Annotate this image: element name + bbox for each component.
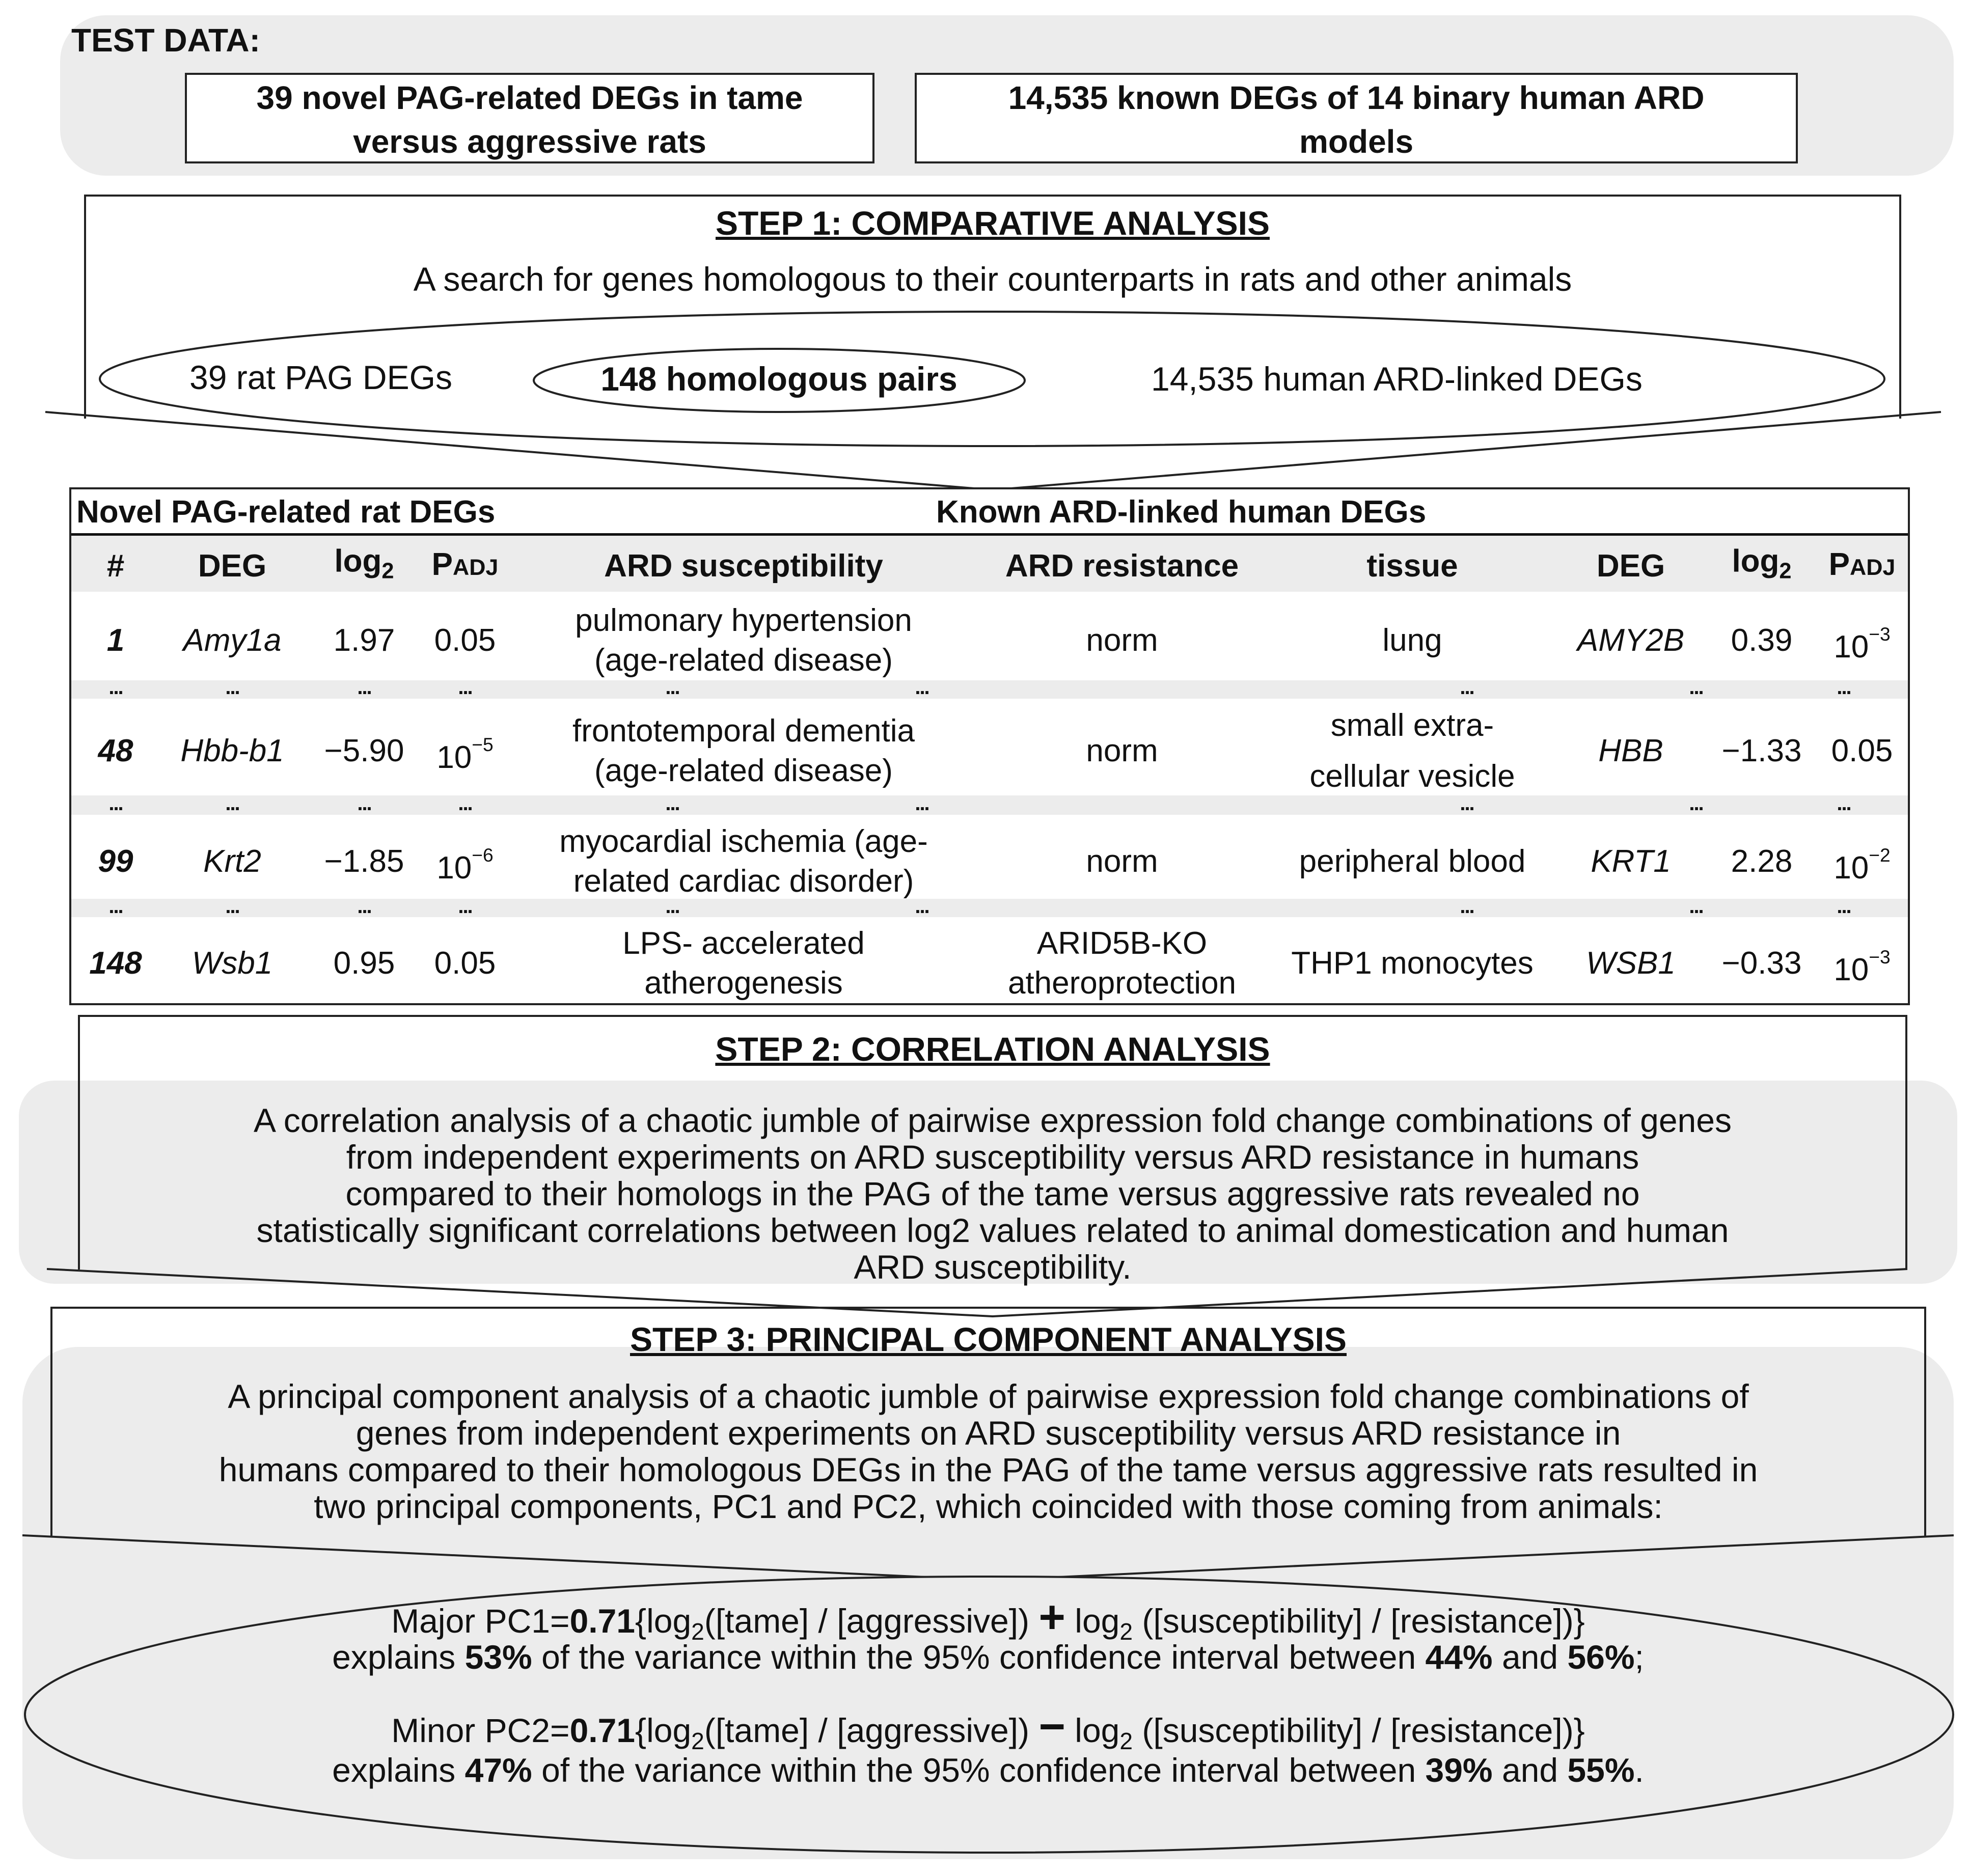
- ellipsis: ...: [357, 895, 371, 918]
- text-segment: and: [1492, 1638, 1568, 1676]
- ellipsis: ...: [1837, 676, 1851, 699]
- row-number: 99: [98, 844, 133, 879]
- rat-log2: −5.90: [324, 733, 404, 768]
- header-human-log2-text: log: [1732, 543, 1780, 579]
- text-segment: ([tame] / [aggressive]): [704, 1602, 1039, 1640]
- human-log2: 0.39: [1731, 623, 1793, 658]
- rat-log2: 1.97: [333, 623, 395, 658]
- step2-line: from independent experiments on ARD susceptibility versus ARD resistance in humans: [346, 1138, 1639, 1176]
- ellipsis: ...: [1689, 792, 1703, 815]
- rat-deg: Hbb-b1: [180, 733, 284, 768]
- ard-resistance: [1008, 924, 1236, 1003]
- header-human-padj: [1829, 545, 1896, 588]
- step2-line: ARD susceptibility.: [854, 1248, 1132, 1286]
- bold-value: 56%: [1567, 1638, 1635, 1676]
- ard-resistance-line: atheroprotection: [1007, 965, 1237, 1001]
- rat-padj-value: 0.05: [434, 946, 496, 981]
- tissue-line: cellular vesicle: [1309, 759, 1515, 794]
- human-padj-value: 10: [1834, 629, 1869, 665]
- header-human-padj-sub: ADJ: [1850, 555, 1896, 580]
- ellipsis-band-1: [71, 676, 1908, 699]
- rat-deg: Krt2: [203, 844, 261, 879]
- ellipsis: ...: [1460, 676, 1474, 699]
- ellipsis: ...: [108, 676, 123, 699]
- bold-value: 44%: [1425, 1638, 1493, 1676]
- human-padj: [1834, 835, 1890, 888]
- header-ard-susceptibility: [604, 546, 883, 586]
- operator-symbol: −: [1038, 1701, 1065, 1752]
- step1-rat-degs: 39 rat PAG DEGs: [189, 358, 452, 396]
- rat-padj: [436, 725, 493, 778]
- step3-text: [50, 1378, 1926, 1525]
- text-segment: ;: [1634, 1638, 1644, 1676]
- human-log2: −0.33: [1721, 946, 1802, 981]
- text-segment: {log: [635, 1602, 692, 1640]
- tissue: [1382, 621, 1442, 660]
- human-padj-value: 0.05: [1831, 733, 1893, 768]
- header-human-padj-text: P: [1828, 547, 1850, 582]
- step2-line: statistically significant correlations between log2 values related to animal domestication and human: [256, 1211, 1729, 1249]
- header-ard-resistance: [1005, 546, 1239, 586]
- ellipsis-band-3: [71, 895, 1908, 918]
- subscript: 2: [1119, 1618, 1133, 1645]
- header-log2-text: log: [334, 543, 382, 579]
- header-num-text: #: [106, 548, 125, 584]
- ellipsis: ...: [1689, 895, 1703, 918]
- header-deg-text: DEG: [198, 548, 267, 584]
- ellipsis: ...: [108, 792, 123, 815]
- rat-deg: Wsb1: [191, 946, 273, 981]
- tissue: [1291, 944, 1534, 983]
- step2-text: [78, 1102, 1907, 1285]
- step3-funnel-arrow: [0, 1502, 1970, 1869]
- row-number: 48: [98, 733, 133, 768]
- text-segment: Minor PC2=: [391, 1712, 570, 1749]
- bold-value: 0.71: [569, 1602, 636, 1640]
- header-padj-sub: ADJ: [453, 555, 499, 580]
- bold-value: 53%: [464, 1638, 532, 1676]
- rat-degs-line-2: versus aggressive rats: [353, 123, 706, 160]
- ard-resistance-line: norm: [1086, 844, 1158, 879]
- step2-line: A correlation analysis of a chaotic jumble of pairwise expression fold change combinations of genes: [254, 1101, 1732, 1139]
- subscript: 2: [1119, 1728, 1133, 1755]
- human-padj-exponent: −2: [1869, 844, 1891, 866]
- ellipsis: ...: [225, 792, 239, 815]
- ard-susceptibility-line: LPS- accelerated: [622, 926, 865, 961]
- bold-value: 55%: [1567, 1751, 1635, 1789]
- human-deg: KRT1: [1591, 844, 1671, 879]
- ellipsis: ...: [915, 895, 929, 918]
- group-rat: Novel PAG-related rat DEGs: [76, 494, 496, 530]
- bold-value: 0.71: [569, 1712, 636, 1749]
- tissue-line: lung: [1382, 623, 1442, 658]
- bold-value: 47%: [464, 1751, 532, 1789]
- ard-susceptibility-line: related cardiac disorder): [573, 864, 914, 899]
- rat-padj-value: 10: [436, 740, 472, 776]
- ellipsis: ...: [458, 792, 472, 815]
- header-padj: [432, 545, 499, 588]
- ellipsis: ...: [1837, 895, 1851, 918]
- text-segment: ([susceptibility] / [resistance])}: [1133, 1712, 1585, 1749]
- ard-resistance-line: ARID5B-KO: [1036, 926, 1208, 961]
- text-segment: ([susceptibility] / [resistance])}: [1133, 1602, 1585, 1640]
- text-segment: of the variance within the 95% confidence interval between: [532, 1751, 1426, 1789]
- ellipsis: ...: [665, 676, 679, 699]
- human-log2: −1.33: [1721, 733, 1802, 768]
- header-human-deg-text: DEG: [1596, 548, 1665, 584]
- step2-line: compared to their homologs in the PAG of the tame versus aggressive rats revealed no: [345, 1175, 1640, 1212]
- ard-resistance: [1086, 842, 1158, 881]
- human-padj-value: 10: [1834, 850, 1869, 886]
- ellipsis: ...: [458, 676, 472, 699]
- header-human-log2: [1732, 541, 1791, 591]
- human-padj-exponent: −3: [1869, 623, 1891, 645]
- ard-susceptibility: [575, 601, 912, 680]
- pc-line: [22, 1752, 1954, 1788]
- rat-padj-value: 0.05: [434, 623, 496, 658]
- tissue: [1309, 700, 1515, 802]
- text-segment: of the variance within the 95% confidence interval between: [532, 1638, 1426, 1676]
- ellipsis: ...: [108, 895, 123, 918]
- step3-line: A principal component analysis of a chaotic jumble of pairwise expression fold change combinations of: [228, 1377, 1749, 1415]
- pc-line: [22, 1639, 1954, 1675]
- header-deg: [198, 546, 266, 586]
- ellipsis: ...: [357, 792, 371, 815]
- ellipsis: ...: [665, 895, 679, 918]
- ard-susceptibility: [622, 924, 865, 1003]
- text-segment: .: [1634, 1751, 1644, 1789]
- ard-resistance: [1086, 621, 1158, 660]
- text-segment: explains: [332, 1751, 465, 1789]
- group-human: Known ARD-linked human DEGs: [936, 494, 1427, 530]
- text-segment: {log: [635, 1712, 692, 1749]
- rat-degs-line-1: 39 novel PAG-related DEGs in tame: [256, 79, 803, 116]
- ard-susceptibility: [559, 822, 928, 901]
- step1-description: A search for genes homologous to their counterparts in rats and other animals: [413, 260, 1572, 298]
- header-log2: [334, 541, 394, 591]
- human-padj: [1834, 614, 1890, 667]
- human-degs-line-2: models: [1299, 123, 1414, 160]
- text-segment: ([tame] / [aggressive]): [704, 1712, 1039, 1749]
- ellipsis: ...: [665, 792, 679, 815]
- row-number: 1: [106, 623, 125, 658]
- header-human-log2-sub: 2: [1779, 559, 1792, 584]
- rat-padj: [436, 835, 493, 888]
- header-padj-text: P: [431, 547, 453, 582]
- rat-padj-exponent: −5: [472, 733, 494, 755]
- header-human-deg: [1597, 546, 1665, 586]
- text-segment: Major PC1=: [391, 1602, 570, 1640]
- operator-symbol: +: [1038, 1592, 1065, 1643]
- human-log2: 2.28: [1731, 844, 1793, 879]
- subscript: 2: [691, 1618, 704, 1645]
- rat-padj-value: 10: [436, 850, 472, 886]
- ellipsis: ...: [1460, 895, 1474, 918]
- subscript: 2: [691, 1728, 704, 1755]
- ard-resistance: [1086, 731, 1158, 771]
- human-padj: [1831, 731, 1893, 771]
- tissue-line: peripheral blood: [1299, 844, 1526, 879]
- ellipsis: ...: [225, 676, 239, 699]
- text-segment: explains: [332, 1638, 465, 1676]
- ellipsis-band-2: [71, 792, 1908, 815]
- header-log2-sub: 2: [381, 559, 394, 584]
- ellipsis: ...: [1837, 792, 1851, 815]
- header-ard-susceptibility-text: ARD susceptibility: [604, 548, 883, 584]
- ard-susceptibility-line: (age-related disease): [594, 643, 893, 678]
- test-data-label: TEST DATA:: [71, 22, 260, 59]
- ard-susceptibility-line: myocardial ischemia (age-: [559, 824, 928, 859]
- step3-line: genes from independent experiments on ARD susceptibility versus ARD resistance in: [355, 1414, 1621, 1452]
- rat-padj-exponent: −6: [472, 844, 494, 866]
- header-tissue: [1366, 546, 1458, 586]
- ellipsis: ...: [1689, 676, 1703, 699]
- step2-title: STEP 2: CORRELATION ANALYSIS: [715, 1030, 1270, 1068]
- ard-susceptibility-line: frontotemporal dementia: [572, 713, 915, 749]
- ard-susceptibility: [572, 711, 915, 791]
- human-padj-exponent: −3: [1869, 946, 1891, 968]
- ellipsis: ...: [915, 676, 929, 699]
- step1-homologous-pairs: 148 homologous pairs: [600, 360, 957, 398]
- human-deg: HBB: [1598, 733, 1663, 768]
- ard-susceptibility-line: (age-related disease): [594, 753, 893, 788]
- rat-log2: −1.85: [324, 844, 404, 879]
- ellipsis: ...: [1460, 792, 1474, 815]
- ellipsis: ...: [357, 676, 371, 699]
- rat-padj: [434, 944, 496, 983]
- ard-resistance-line: norm: [1086, 733, 1158, 768]
- ard-resistance-line: norm: [1086, 623, 1158, 658]
- step3-title: STEP 3: PRINCIPAL COMPONENT ANALYSIS: [630, 1320, 1347, 1358]
- ard-susceptibility-line: atherogenesis: [644, 965, 843, 1001]
- header-ard-resistance-text: ARD resistance: [1005, 548, 1239, 584]
- human-degs-line-1: 14,535 known DEGs of 14 binary human ARD: [1008, 79, 1705, 116]
- ard-susceptibility-line: pulmonary hypertension: [575, 603, 912, 638]
- header-tissue-text: tissue: [1366, 548, 1458, 584]
- human-deg: AMY2B: [1577, 623, 1685, 658]
- step1-title: STEP 1: COMPARATIVE ANALYSIS: [716, 204, 1270, 242]
- step1-human-degs: 14,535 human ARD-linked DEGs: [1151, 360, 1643, 398]
- step3-line: humans compared to their homologous DEGs in the PAG of the tame versus aggressive rats resulted in: [218, 1451, 1758, 1488]
- rat-padj: [434, 621, 496, 660]
- tissue-line: small extra-: [1330, 708, 1494, 743]
- human-deg: WSB1: [1586, 946, 1676, 981]
- row-number: 148: [89, 946, 142, 981]
- rat-deg: Amy1a: [183, 623, 282, 658]
- ellipsis: ...: [225, 895, 239, 918]
- text-segment: log: [1065, 1712, 1120, 1749]
- text-segment: log: [1065, 1602, 1120, 1640]
- tissue-line: THP1 monocytes: [1291, 946, 1534, 981]
- ellipsis: ...: [915, 792, 929, 815]
- human-padj: [1834, 937, 1890, 990]
- rat-log2: 0.95: [333, 946, 395, 981]
- ellipsis: ...: [458, 895, 472, 918]
- header-num: [107, 546, 124, 586]
- step3-line: two principal components, PC1 and PC2, which coincided with those coming from animals:: [314, 1487, 1663, 1525]
- bold-value: 39%: [1425, 1751, 1493, 1789]
- step1-funnel-arrow: [0, 0, 1970, 509]
- tissue: [1299, 842, 1526, 881]
- human-padj-value: 10: [1834, 952, 1869, 988]
- text-segment: and: [1492, 1751, 1568, 1789]
- group-divider: [71, 533, 1908, 536]
